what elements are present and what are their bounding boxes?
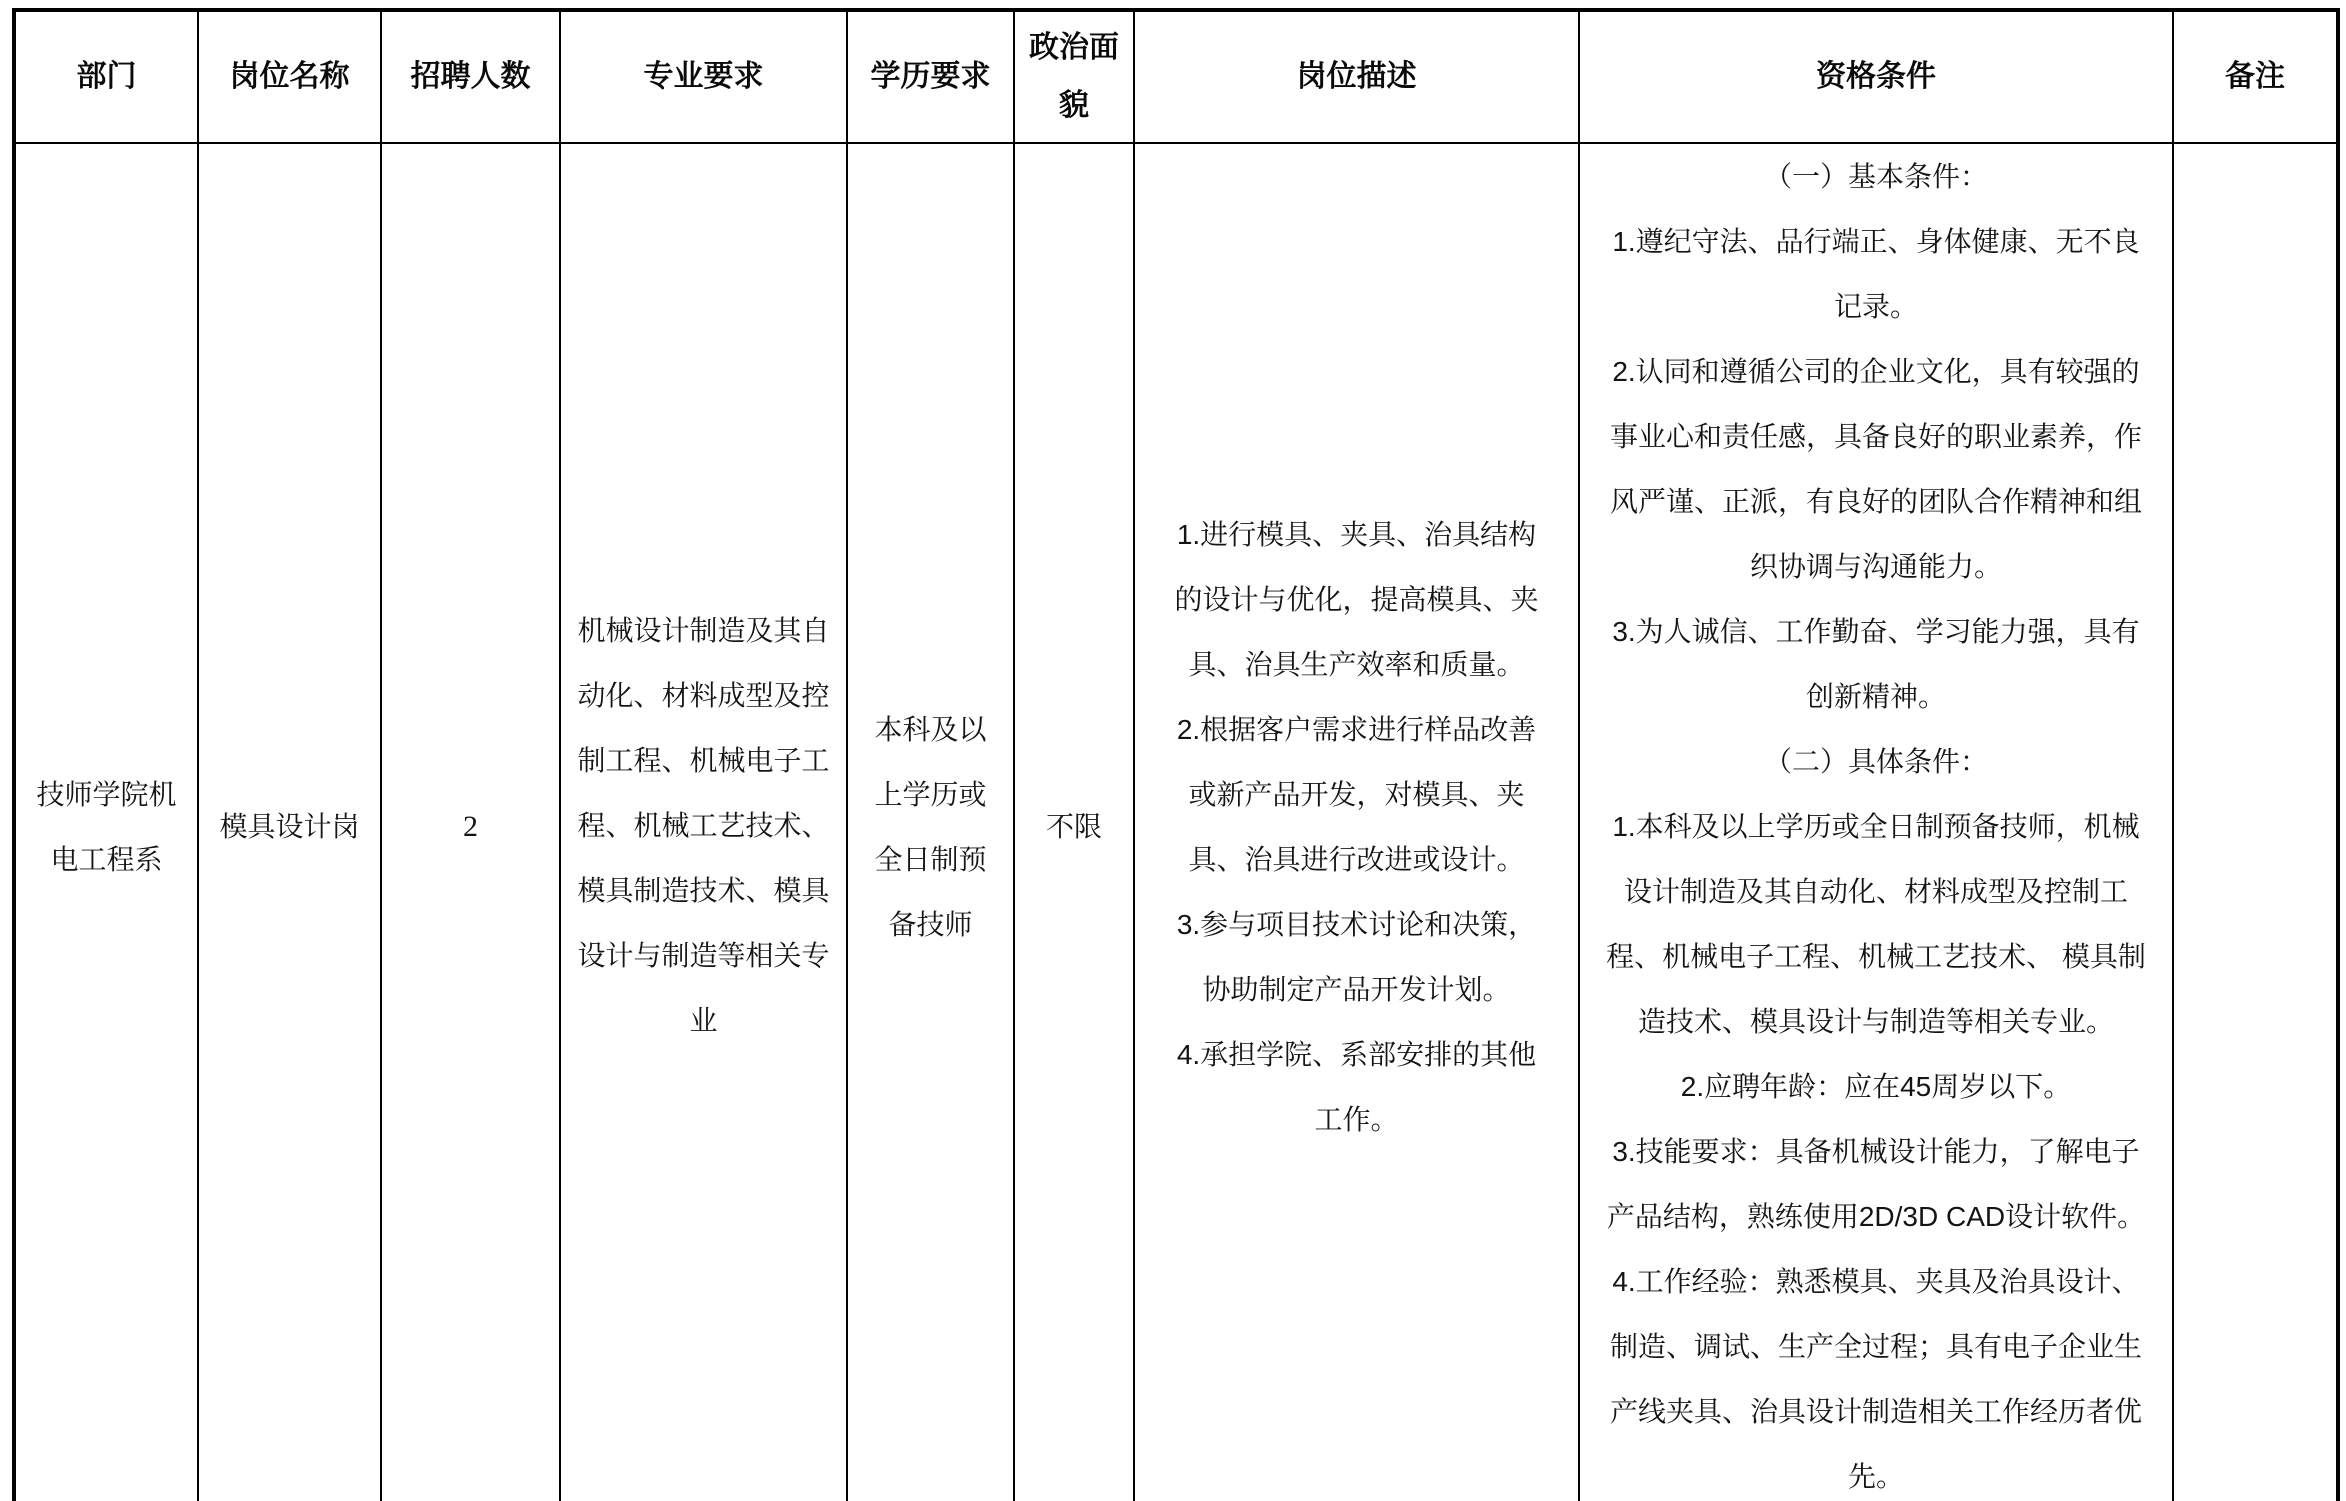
cell-position: 模具设计岗 (198, 143, 381, 1501)
header-cell-position: 岗位名称 (198, 10, 381, 143)
header-cell-remark: 备注 (2173, 10, 2338, 143)
qualification-item: 2.应聘年龄：应在45周岁以下。 (1680, 1071, 2072, 1102)
cell-qualifications (1579, 143, 2173, 1501)
qualification-item: 3.技能要求：具备机械设计能力，了解电子产品结构，熟练使用2D/3D CAD设计软件。 (1606, 1136, 2146, 1232)
description-item: 3.参与项目技术讨论和决策，协助制定产品开发计划。 (1176, 908, 1537, 1005)
job-posting-table (12, 8, 2340, 1501)
cell-headcount: 2 (381, 143, 560, 1501)
qualification-item: 2.认同和遵循公司的企业文化，具有较强的事业心和责任感，具备良好的职业素养，作风严谨、正派，有良好的团队合作精神和组织协调与沟通能力。 (1609, 356, 2142, 582)
qualification-item: 4.工作经验：熟悉模具、夹具及治具设计、制造、调试、生产全过程；具有电子企业生产线夹具、治具设计制造相关工作经历者优先。 (1609, 1266, 2142, 1492)
qualification-item: （二）具体条件： (1763, 746, 1988, 777)
header-cell-headcount: 招聘人数 (381, 10, 560, 143)
header-cell-major: 专业要求 (560, 10, 847, 143)
cell-department: 技师学院机电工程系 (14, 143, 198, 1501)
qualification-item: （一）基本条件： (1763, 161, 1988, 192)
cell-major: 机械设计制造及其自动化、材料成型及控制工程、机械电子工程、机械工艺技术、模具制造技术、模具设计与制造等相关专业 (560, 143, 847, 1501)
cell-description (1134, 143, 1579, 1501)
table-row (14, 143, 2338, 1501)
qualification-item: 3.为人诚信、工作勤奋、学习能力强，具有创新精神。 (1612, 616, 2140, 712)
cell-political-status: 不限 (1014, 143, 1134, 1501)
header-cell-qualifications: 资格条件 (1579, 10, 2173, 143)
header-cell-political-status: 政治面貌 (1014, 10, 1134, 143)
header-cell-department: 部门 (14, 10, 198, 143)
qualification-item: 1.遵纪守法、品行端正、身体健康、无不良记录。 (1612, 226, 2140, 322)
description-item: 2.根据客户需求进行样品改善或新产品开发，对模具、夹具、治具进行改进或设计。 (1176, 713, 1537, 875)
table-header-row (14, 10, 2338, 143)
header-cell-description: 岗位描述 (1134, 10, 1579, 143)
qualification-item: 1.本科及以上学历或全日制预备技师，机械设计制造及其自动化、材料成型及控制工程、机械电子工程、机械工艺技术、 模具制造技术、模具设计与制造等相关专业。 (1606, 811, 2146, 1037)
description-item: 4.承担学院、系部安排的其他工作。 (1176, 1038, 1537, 1135)
description-item: 1.进行模具、夹具、治具结构的设计与优化，提高模具、夹具、治具生产效率和质量。 (1174, 518, 1539, 680)
cell-remark (2173, 143, 2338, 1501)
cell-education: 本科及以上学历或全日制预备技师 (847, 143, 1014, 1501)
header-cell-education: 学历要求 (847, 10, 1014, 143)
